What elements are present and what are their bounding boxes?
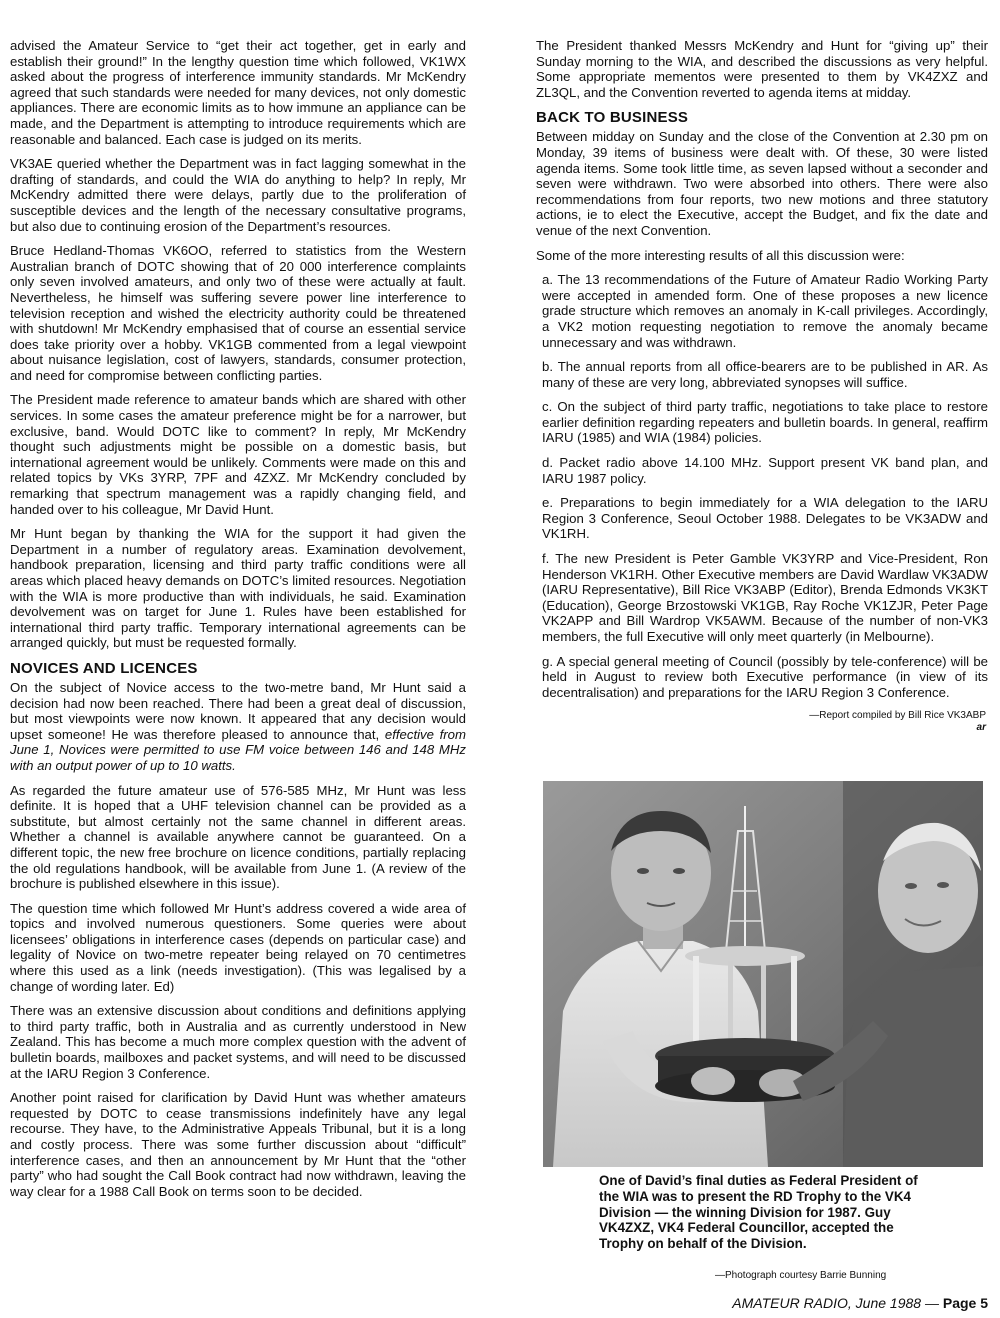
trophy-photo (543, 781, 983, 1167)
list-item: e. Preparations to begin immediately for a WIA delegation to the IARU Region 3 Conference, Seoul October 1988. Delegates to be VK3ADW and VK1RH. (542, 495, 988, 542)
paragraph: The question time which followed Mr Hunt’s address covered a wide area of topics and involved numerous questioners. Some queries were about licensees’ obligations in interference cases (depends on particular case) and legality of Novice on two-metre repeater being relayed on 70 centimetres where this used as a link (needs investigation). (This was legalised by a change of wording later. Ed) (10, 900, 466, 994)
trophy-photo-illustration (543, 781, 983, 1167)
list-item: c. On the subject of third party traffic, negotiations to take place to restore earlier definition regarding repeaters and bulletin boards. In general, reaffirm IARU (1985) and WIA (1984) policies. (542, 399, 988, 446)
paragraph: The President made reference to amateur bands which are shared with other services. In some cases the amateur preference might be for a narrower, but exclusive, band. Would DOTC like to comment? In reply, Mr McKendry thought such adjustments might be possible on a domestic basis, but international agreement would be unlikely. Comments were made on this and related topics by VKs 3YRP, 7PF and 4ZXZ. Mr McKendry concluded by remarking that spectrum management was a rapidly changing field, and handed over to his colleague, Mr David Hunt. (10, 392, 466, 517)
page-number: Page 5 (942, 1295, 988, 1311)
list-item: a. The 13 recommendations of the Future of Amateur Radio Working Party were accepted in amended form. One of these proposes a new licence grade structure which removes an anomaly in K-call privileges. Accordingly, a VK2 motion requesting negotiation to remove the anomaly became unnecessary and was withdrawn. (542, 272, 988, 350)
page-footer (732, 1295, 988, 1311)
paragraph-text: On the subject of Novice access to the two-metre band, Mr Hunt said a decision had now been reached. There had been a great deal of discussion, but most viewpoints were now known. It appeared that any decision would upset someone! He was therefore pleased to announce that, (10, 679, 466, 742)
paragraph (10, 680, 466, 774)
list-item: b. The annual reports from all office-bearers are to be published in AR. As many of these are very long, abbreviated synopses will suffice. (542, 359, 988, 390)
paragraph: As regarded the future amateur use of 576-585 MHz, Mr Hunt was less definite. It is hoped that a UHF television channel can be provided as a substitute, but almost certainly not the same channel in different areas. Whether a channel is available anywhere cannot be guaranteed. On a different topic, the new free brochure on licence conditions, partially replacing the old regulations handbook, will be available from June 1. (A review of the brochure is published elsewhere in this issue). (10, 782, 466, 892)
list-item: f. The new President is Peter Gamble VK3YRP and Vice-President, Ron Henderson VK1RH. Other Executive members are David Wardlaw VK3ADW (IARU Representative), Bill Rice VK3ABP (Editor), Brenda Edmonds VK3KT (Education), George Brzostowski VK1GB, Ray Roche VK1ZJR, Peter Page VK2APP and Bill Wardrop VK5AWM. Because of the number of non-VK3 members, the full Executive will only meet quarterly (in Melbourne). (542, 551, 988, 644)
right-column (536, 38, 988, 742)
paragraph: The President thanked Messrs McKendry and Hunt for “giving up” their Sunday morning to the WIA, and described the discussions as very helpful. Some appropriate mementos were presented to them by VK4ZXZ and ZL3QL, and the Convention reverted to agenda items at midday. (536, 38, 988, 100)
paragraph: Another point raised for clarification by David Hunt was whether amateurs requested by DOTC to cease transmissions indefinitely have any legal recourse. They have, to the Administrative Appeals Tribunal, but it is a long and costly process. There was some further discussion about “difficult” interference cases, and then an announcement by Mr Hunt that the “other party” who had sought the Call Book contract had now withdrawn, leaving the way clear for a 1988 Call Book on terms soon to be decided. (10, 1090, 466, 1199)
publication-name: AMATEUR RADIO, (732, 1295, 852, 1311)
paragraph: Some of the more interesting results of all this discussion were: (536, 247, 905, 263)
end-mark: ar (976, 722, 986, 734)
left-column (10, 38, 466, 1208)
paragraph: Between midday on Sunday and the close of the Convention at 2.30 pm on Monday, 39 items of business were dealt with. Of these, 30 were listed agenda items. Some took little time, as seven lapsed without a seconder and seven were withdrawn. Two were absorbed into others. There were also recommendations from four reports, two new motions and three statutory actions, ie to elect the Executive, accept the Budget, and fix the date and venue of the next Convention. (536, 129, 988, 238)
photo-credit: —Photograph courtesy Barrie Bunning (715, 1270, 887, 1281)
report-credit: —Report compiled by Bill Rice VK3ABP (809, 710, 986, 722)
paragraph: advised the Amateur Service to “get their act together, get in early and establish their ground!” In the lengthy question time which followed, VK1WX asked about the progress of interference immunity standards. Mr McKendry agreed that such standards were needed for many devices, not only domestic appliances. There are economic limits as to how immune an appliance can be made, and the Department is attempting to introduce requirements which are reasonable and balanced. Each case is judged on its merits. (10, 38, 466, 147)
list-item: g. A special general meeting of Council (possibly by tele-conference) will be held in August to review both Executive performance (in view of its decentralisation) and preparations for the IARU Region 3 Conference. (542, 653, 988, 700)
section-heading-novices: NOVICES AND LICENCES (10, 659, 198, 677)
paragraph-emphasis: effective from June 1, Novices were permitted to use FM voice between 146 and 148 MHz with an output power of up to 10 watts. (10, 726, 467, 773)
photo-caption: One of David’s final duties as Federal President of the WIA was to present the RD Trophy to the VK4 Division — the winning Division for 1987. Guy VK4ZXZ, VK4 Federal Councillor, accepted the Trophy on behalf of the Division. (599, 1173, 918, 1252)
paragraph: There was an extensive discussion about conditions and definitions applying to third party traffic, both in Australia and as currently understood in New Zealand. This has become a much more complex question with the advent of bulletin boards, mailboxes and packet systems, and will need to be discussed at the IARU Region 3 Conference. (10, 1003, 466, 1081)
paragraph: VK3AE queried whether the Department was in fact lagging somewhat in the drafting of standards, and could the WIA do anything to help? In reply, Mr McKendry admitted there were delays, partly due to the proliferation of susceptible devices and the length of the necessary consultative programs, but also due to continuing erosion of the Department’s resources. (10, 156, 466, 234)
section-heading-back-to-business: BACK TO BUSINESS (536, 109, 689, 127)
paragraph: Mr Hunt began by thanking the WIA for the support it had given the Department in a number of regulatory areas. Examination devolvement, handbook preparation, licensing and third party traffic conditions were all areas which placed heavy demands on DOTC’s limited resources. Negotiation with the WIA is more productive than with individuals, he said. Examination devolvement was on target for June 1. Rules have been established for international third party traffic. Temporary international agreements can be arranged quickly, but must be requested formally. (10, 526, 466, 651)
paragraph: Bruce Hedland-Thomas VK6OO, referred to statistics from the Western Australian branch of DOTC showing that of 20 000 interference complaints only seven involved amateurs, and only two of these were actually at fault. Nevertheless, he himself was suffering severe power line interference to television reception and wished the electricity authority could be threatened with shutdown! Mr McKendry emphasised that of course an essential service does take priority over a hobby. VK1GB commented from a legal viewpoint about nuisance legislation, cost of lawyers, standards, consumer protection, and need for compromise between conflicting parties. (10, 243, 466, 383)
issue-date: June 1988 — (851, 1295, 943, 1311)
list-item: d. Packet radio above 14.100 MHz. Support present VK band plan, and IARU 1987 policy. (542, 455, 988, 486)
